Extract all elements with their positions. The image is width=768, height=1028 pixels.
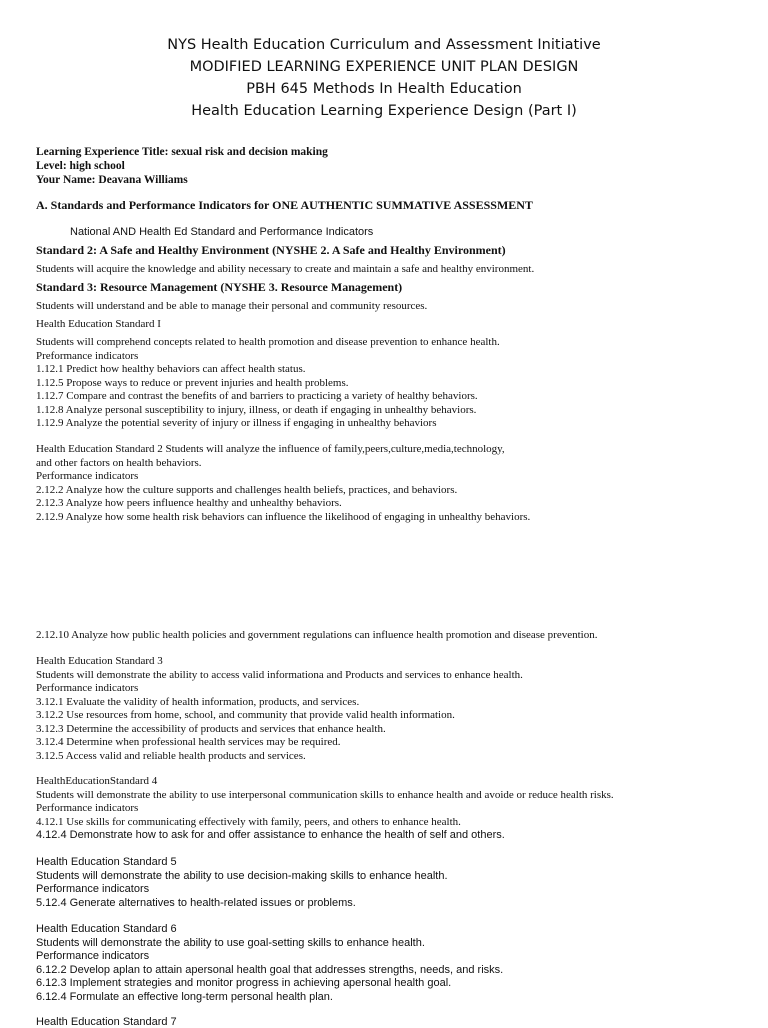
hes6-line: 6.12.4 Formulate an effective long-term personal health plan. [36, 990, 333, 1003]
hes5-line: Performance indicators [36, 883, 150, 895]
hes1-line: Students will comprehend concepts related to health promotion and disease prevention to enhance health. [36, 336, 500, 348]
hes3-line: Students will demonstrate the ability to access valid informationa and Products and services to enhance health. [36, 668, 523, 681]
hes4-line: Students will demonstrate the ability to use interpersonal communication skills to enhance health and avoide or reduce health risks. [36, 788, 614, 801]
doc-header-line3: PBH 645 Methods In Health Education [246, 81, 522, 97]
doc-header-line4: Health Education Learning Experience Design (Part I) [191, 103, 577, 119]
hes4-block [36, 775, 614, 843]
hes4-line: 4.12.1 Use skills for communicating effectively with family, peers, and others to enhance health. [36, 815, 461, 828]
hes2-line: Performance indicators [36, 470, 139, 482]
experience-title: Learning Experience Title: sexual risk and decision making [36, 146, 328, 158]
hes6-line: 6.12.2 Develop aplan to attain apersonal health goal that addresses strengths, needs, and risks. [36, 963, 504, 976]
hes5-block [36, 856, 448, 910]
hes1-title: Health Education Standard I [36, 318, 161, 330]
hes2-extra-indicator: 2.12.10 Analyze how public health policies and government regulations can influence health promotion and disease prevention. [36, 629, 598, 641]
hes5-line: 5.12.4 Generate alternatives to health-related issues or problems. [36, 896, 356, 909]
hes1-line: 1.12.8 Analyze personal susceptibility to injury, illness, or death if engaging in unhealthy behaviors. [36, 403, 477, 416]
hes1-line: 1.12.9 Analyze the potential severity of injury or illness if engaging in unhealthy behaviors [36, 417, 437, 429]
hes3-line: 3.12.2 Use resources from home, school, and community that provide valid health information. [36, 709, 455, 721]
section-a-heading: A. Standards and Performance Indicators for ONE AUTHENTIC SUMMATIVE ASSESSMENT [36, 198, 533, 212]
standard-3-text: Students will understand and be able to manage their personal and community resources. [36, 300, 428, 312]
hes6-line: Students will demonstrate the ability to use goal-setting skills to enhance health. [36, 936, 425, 949]
hes2-line: 2.12.9 Analyze how some health risk behaviors can influence the likelihood of engaging in unhealthy behaviors. [36, 510, 531, 523]
hes2-line: 2.12.2 Analyze how the culture supports and challenges health beliefs, practices, and behaviors. [36, 483, 458, 496]
hes3-line: Performance indicators [36, 682, 139, 694]
hes5-line: Health Education Standard 5 [36, 856, 177, 868]
hes6-line: Health Education Standard 6 [36, 923, 177, 935]
hes4-line: HealthEducationStandard 4 [36, 775, 158, 787]
hes5-line: Students will demonstrate the ability to use decision-making skills to enhance health. [36, 869, 448, 882]
hes1-line: 1.12.5 Propose ways to reduce or prevent injuries and health problems. [36, 376, 349, 389]
hes3-line: 3.12.1 Evaluate the validity of health information, products, and services. [36, 695, 360, 708]
hes1-line: Preformance indicators [36, 349, 139, 362]
hes6-block [36, 923, 503, 1004]
hes3-line: 3.12.3 Determine the accessibility of products and services that enhance health. [36, 722, 386, 735]
hes2-line: Health Education Standard 2 Students will analyze the influence of family,peers,culture,media,technology, [36, 443, 505, 455]
meta-block [36, 145, 328, 187]
standard-2-title: Standard 2: A Safe and Healthy Environment (NYSHE 2. A Safe and Healthy Environment) [36, 243, 506, 257]
hes1-block [36, 336, 500, 431]
hes2-block [36, 443, 530, 524]
hes3-line: Health Education Standard 3 [36, 655, 163, 667]
hes3-line: 3.12.5 Access valid and reliable health products and services. [36, 749, 306, 762]
hes4-line: 4.12.4 Demonstrate how to ask for and offer assistance to enhance the health of self and others. [36, 829, 505, 841]
hes2-line: and other factors on health behaviors. [36, 456, 202, 469]
standard-3-title: Standard 3: Resource Management (NYSHE 3. Resource Management) [36, 280, 403, 294]
hes2-line: 2.12.3 Analyze how peers influence healthy and unhealthy behaviors. [36, 497, 342, 509]
hes7-title: Health Education Standard 7 [36, 1016, 177, 1028]
hes6-line: Performance indicators [36, 950, 150, 962]
level: Level: high school [36, 160, 125, 172]
hes1-line: 1.12.1 Predict how healthy behaviors can affect health status. [36, 363, 306, 375]
hes6-line: 6.12.3 Implement strategies and monitor progress in achieving apersonal health goal. [36, 977, 452, 989]
doc-header-line1: NYS Health Education Curriculum and Assessment Initiative [167, 37, 601, 53]
hes1-line: 1.12.7 Compare and contrast the benefits of and barriers to practicing a variety of healthy behaviors. [36, 390, 478, 402]
author-name: Your Name: Deavana Williams [36, 174, 188, 186]
standard-2-text: Students will acquire the knowledge and ability necessary to create and maintain a safe and healthy environment. [36, 263, 535, 275]
doc-header-line2: MODIFIED LEARNING EXPERIENCE UNIT PLAN DESIGN [189, 59, 579, 75]
hes3-line: 3.12.4 Determine when professional health services may be required. [36, 736, 341, 748]
hes4-line: Performance indicators [36, 802, 139, 814]
national-standards-label: National AND Health Ed Standard and Performance Indicators [70, 226, 374, 238]
hes3-block [36, 655, 523, 763]
